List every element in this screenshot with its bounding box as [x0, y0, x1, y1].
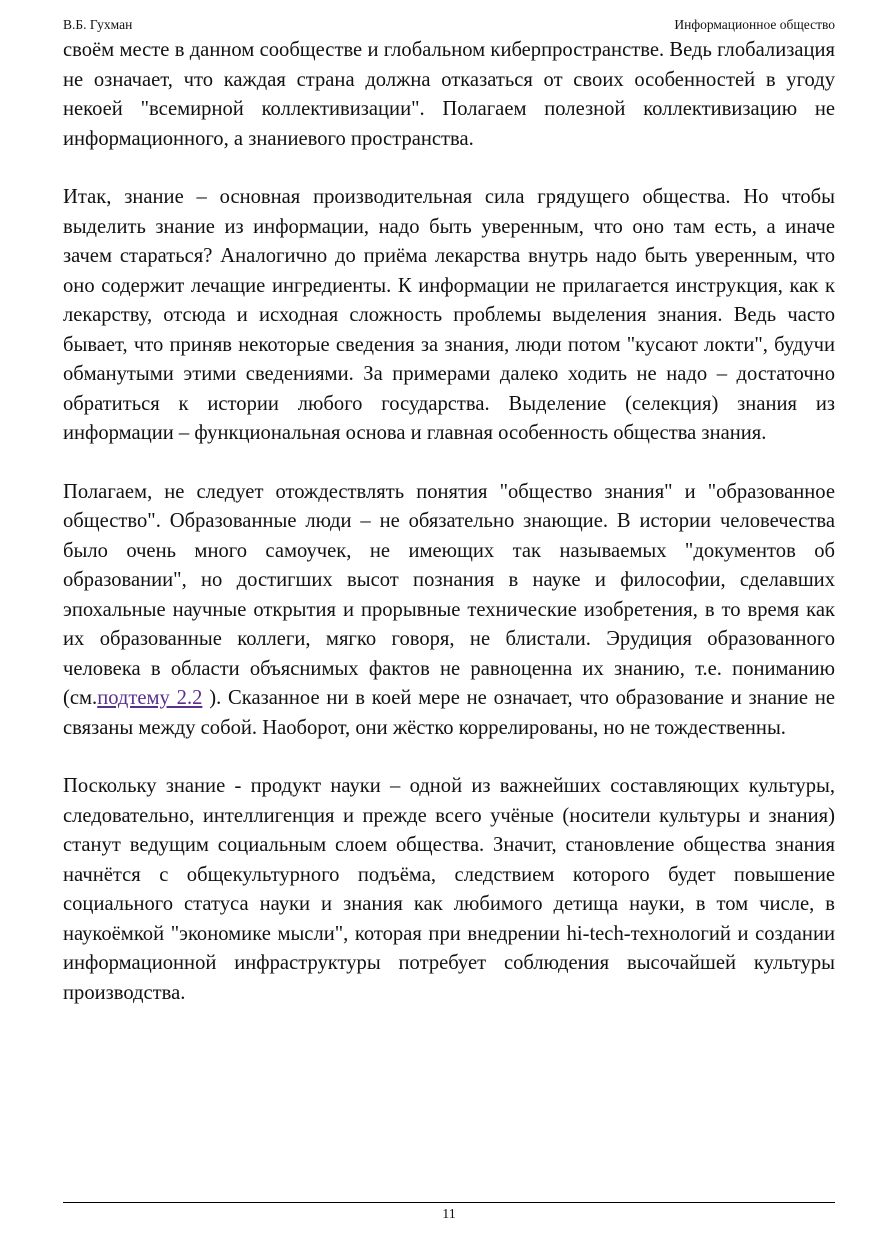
subtopic-2-2-link[interactable]: подтему 2.2: [97, 687, 203, 709]
paragraph-4: Поскольку знание - продукт науки – одной из важнейших составляющих культуры, следовательно, интеллигенция и прежде всего учёные (носители культуры и знания) станут ведущим социальным слоем общества. Значит, становление общества знания начнётся с общекультурного подъёма, следствием которого будет повышение социального статуса науки и знания как любимого детища науки, в том числе, в наукоёмкой "экономике мысли", которая при внедрении hi-tech-технологий и создании информационной инфраструктуры потребует соблюдения высочайшей культуры производства.: [63, 775, 835, 1004]
paragraph-2: Итак, знание – основная производительная сила грядущего общества. Но чтобы выделить знание из информации, надо быть уверенным, что оно там есть, а иначе зачем стараться? Аналогично до приёма лекарства внутрь надо быть уверенным, что оно содержит лечащие ингредиенты. К информации не прилагается инструкция, как к лекарству, отсюда и исходная сложность проблемы выделения знания. Ведь часто бывает, что приняв некоторые сведения за знания, люди потом "кусают локти", будучи обманутыми этими сведениями. За примерами далеко ходить не надо – достаточно обратиться к истории любого государства. Выделение (селекция) знания из информации – функциональная основа и главная особенность общества знания.: [63, 186, 835, 444]
header-title: Информационное общество: [674, 17, 835, 32]
header-author: В.Б. Гухман: [63, 17, 133, 32]
page-body: [63, 36, 835, 1037]
page-header: [63, 16, 835, 34]
paragraph-3-text-after-link: ). Сказанное ни в коей мере не означает, что образование и знание не связаны между собой. Наоборот, они жёстко коррелированы, но не тождественны.: [63, 687, 835, 739]
page-number: 11: [442, 1207, 456, 1222]
paragraph-3-text-before-link: Полагаем, не следует отождествлять понятия "общество знания" и "образованное общество". Образованные люди – не обязательно знающие. В истории человечества было очень много самоучек, не имеющих так называемых "документов об образовании", но достигших высот познания в науке и философии, сделавших эпохальные научные открытия и прорывные технические изобретения, в то время как их образованные коллеги, мягко говоря, не блистали. Эрудиция образованного человека в области объяснимых фактов не равноценна их знанию, т.е. пониманию (см.: [63, 480, 835, 709]
paragraph-1: своём месте в данном сообществе и глобальном киберпространстве. Ведь глобализация не означает, что каждая страна должна отказаться от своих особенностей в угоду некоей "всемирной коллективизации". Полагаем полезной коллективизацию не информационного, а знаниевого пространства.: [63, 39, 835, 150]
paragraph-3: [63, 478, 835, 744]
footer-divider: [63, 1202, 835, 1203]
